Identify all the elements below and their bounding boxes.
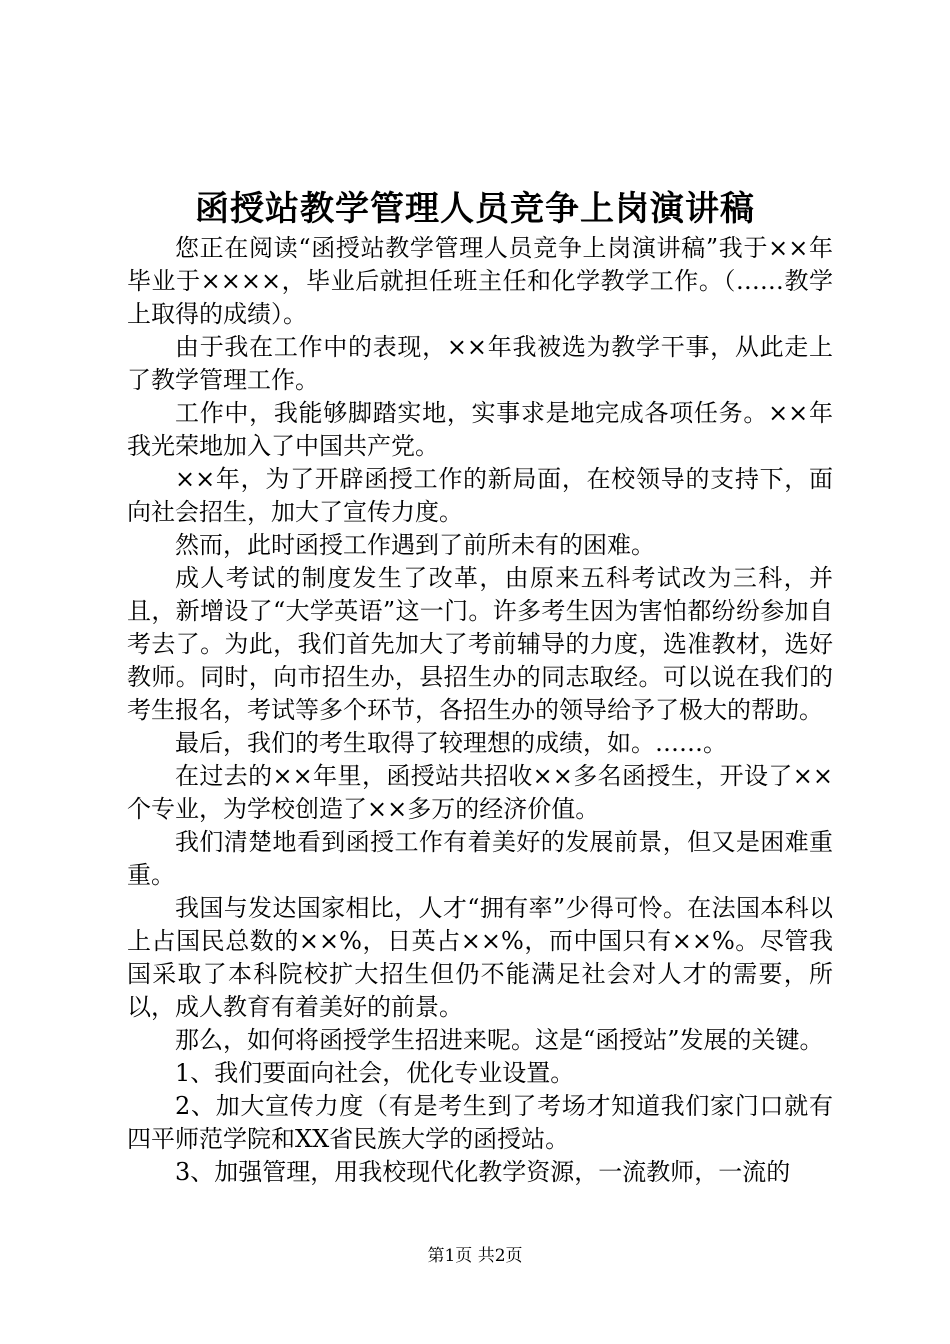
list-item: 3、加强管理，用我校现代化教学资源，一流教师，一流的: [175, 1158, 791, 1186]
document-body: [127, 232, 833, 1189]
paragraph: 在过去的××年里，函授站共招收××多名函授生，开设了××个专业，为学校创造了××多万的经济价值。: [127, 762, 833, 823]
list-item: 2、加大宣传力度（有是考生到了考场才知道我们家门口就有四平师范学院和XX省民族大学的函授站。: [127, 1092, 833, 1153]
paragraph: 您正在阅读“函授站教学管理人员竞争上岗演讲稿”我于××年毕业于××××，毕业后就担任班主任和化学教学工作。（……教学上取得的成绩）。: [127, 234, 833, 328]
paragraph: 然而，此时函授工作遇到了前所未有的困难。: [175, 531, 655, 559]
paragraph: 由于我在工作中的表现，××年我被选为教学干事，从此走上了教学管理工作。: [127, 333, 833, 394]
paragraph: 我们清楚地看到函授工作有着美好的发展前景，但又是困难重重。: [127, 828, 833, 889]
paragraph: 我国与发达国家相比，人才“拥有率”少得可怜。在法国本科以上占国民总数的××%，日英占××%，而中国只有××%。尽管我国采取了本科院校扩大招生但仍不能满足社会对人才的需要，所以，成人教育有着美好的前景。: [127, 894, 833, 1021]
list-item: 1、我们要面向社会，优化专业设置。: [175, 1059, 575, 1087]
paragraph: 成人考试的制度发生了改革，由原来五科考试改为三科，并且，新增设了“大学英语”这一门。许多考生因为害怕都纷纷参加自考去了。为此，我们首先加大了考前辅导的力度，选准教材，选好教师。同时，向市招生办，县招生办的同志取经。可以说在我们的考生报名，考试等多个环节，各招生办的领导给予了极大的帮助。: [127, 564, 833, 724]
page-footer: 第1页 共2页: [427, 1246, 523, 1266]
paragraph: ××年，为了开辟函授工作的新局面，在校领导的支持下，面向社会招生，加大了宣传力度。: [127, 465, 833, 526]
document-title: 函授站教学管理人员竞争上岗演讲稿: [195, 189, 755, 229]
paragraph: 最后，我们的考生取得了较理想的成绩，如。……。: [175, 729, 727, 757]
paragraph: 工作中，我能够脚踏实地，实事求是地完成各项任务。××年我光荣地加入了中国共产党。: [127, 399, 833, 460]
paragraph: 那么，如何将函授学生招进来呢。这是“函授站”发展的关键。: [175, 1026, 824, 1054]
